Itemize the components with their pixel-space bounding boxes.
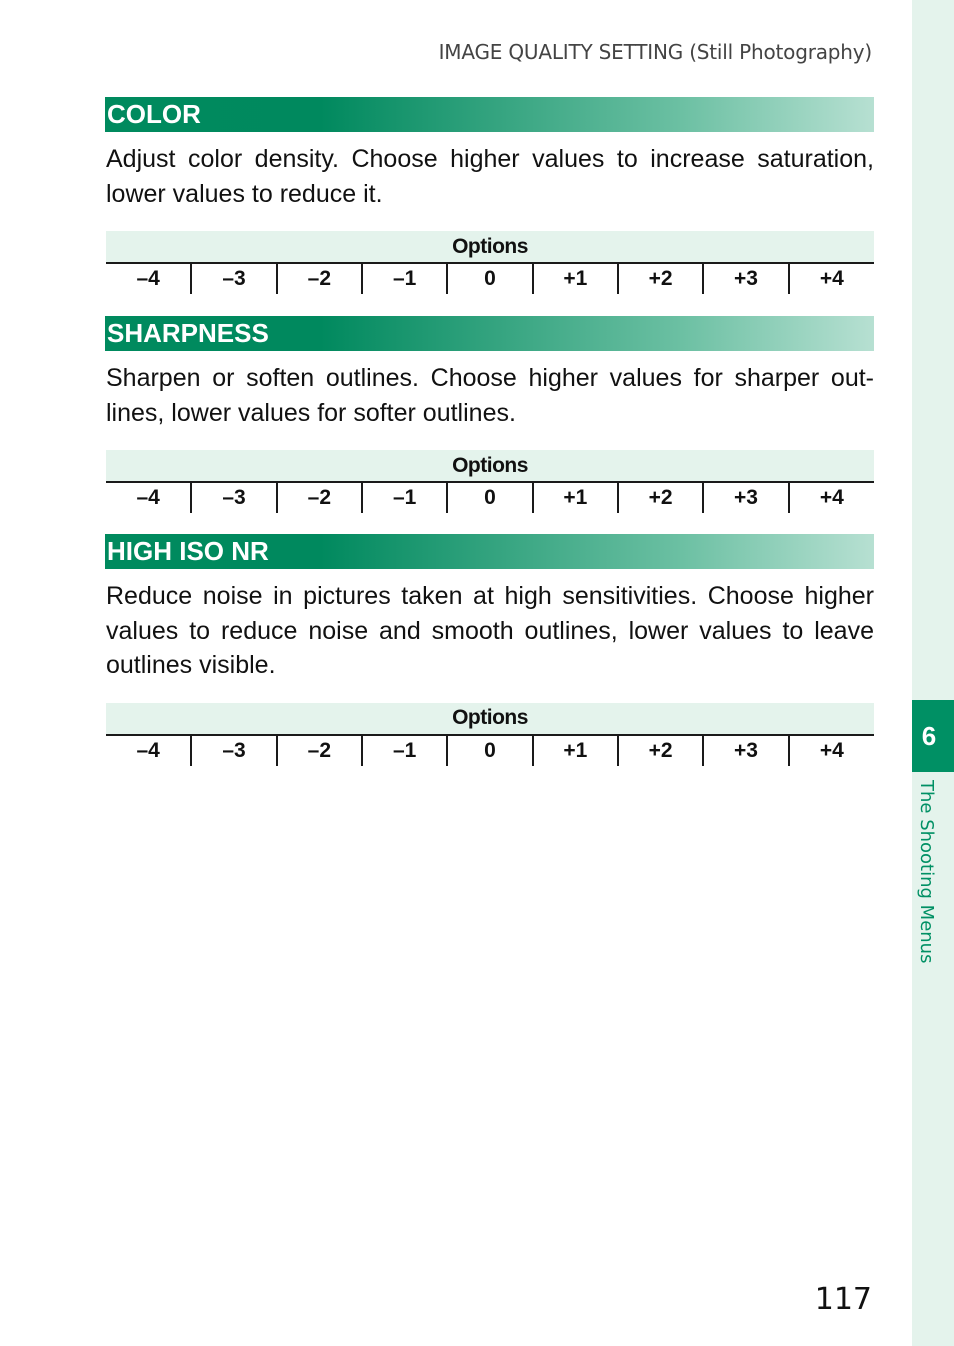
option-value: +2	[618, 482, 703, 513]
options-table	[106, 703, 874, 766]
section-description: Reduce noise in pictures taken at high sensitivities. Choose higher values to reduce noise and smooth outlines, lower values to leave outlines visible.	[106, 582, 874, 679]
options-row	[106, 735, 874, 766]
running-head: IMAGE QUALITY SETTING (Still Photography)	[438, 40, 872, 64]
option-value: –4	[136, 267, 160, 290]
option-value: +1	[533, 482, 618, 513]
option-value: –3	[191, 263, 276, 294]
chapter-title: The Shooting Menus	[916, 780, 937, 964]
option-value: +1	[533, 263, 618, 294]
options-header: Options	[106, 450, 874, 482]
option-value: –3	[191, 735, 276, 766]
option-value: 0	[447, 482, 532, 513]
option-value: –2	[277, 482, 362, 513]
option-value: –1	[362, 735, 447, 766]
section-description: Sharpen or soften outlines. Choose higher values for sharper outlines, lower values for softer outlines.	[106, 364, 874, 427]
option-value: 0	[447, 735, 532, 766]
options-header: Options	[106, 231, 874, 263]
option-value: +4	[789, 482, 874, 513]
chapter-title-container	[912, 780, 954, 980]
options-header: Options	[106, 703, 874, 735]
options-table	[106, 231, 874, 294]
option-value: +2	[618, 735, 703, 766]
option-value: +4	[789, 263, 874, 294]
option-value: +4	[789, 735, 874, 766]
option-value: +1	[533, 735, 618, 766]
option-value: –4	[136, 738, 160, 762]
option-value: 0	[447, 263, 532, 294]
section-sharpness	[105, 316, 874, 513]
option-value: –4	[136, 486, 160, 509]
option-value: +3	[703, 263, 788, 294]
section-heading: COLOR	[105, 97, 874, 132]
chapter-side-tab	[912, 0, 954, 1346]
option-value: +2	[618, 263, 703, 294]
option-value: –1	[362, 263, 447, 294]
options-row	[106, 482, 874, 513]
option-value: +3	[703, 482, 788, 513]
option-value: –2	[277, 735, 362, 766]
page-number: 117	[814, 1282, 872, 1317]
chapter-number: 6	[912, 700, 954, 772]
options-table	[106, 450, 874, 513]
section-heading: SHARPNESS	[105, 316, 874, 351]
section-description: Adjust color density. Choose higher values to increase saturation, lower values to reduce it.	[106, 145, 874, 208]
section-heading: HIGH ISO NR	[105, 534, 874, 569]
section-color	[105, 97, 874, 294]
options-row	[106, 263, 874, 294]
option-value: –2	[277, 263, 362, 294]
option-value: –3	[191, 482, 276, 513]
option-value: +3	[703, 735, 788, 766]
option-value: –1	[362, 482, 447, 513]
section-high-iso-nr	[105, 534, 874, 766]
